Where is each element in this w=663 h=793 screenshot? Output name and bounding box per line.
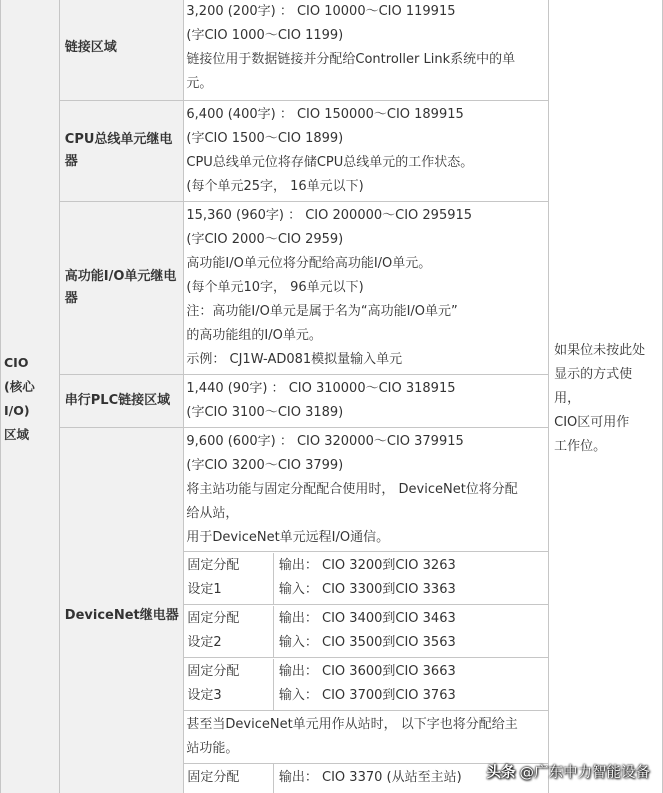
fixed-name-line: 设定2 — [187, 635, 222, 650]
content-line: (每个单元25字， 16单元以下) — [186, 179, 364, 194]
table-row — [1, 0, 663, 101]
fixed-io-line: 输出： CIO 3400到CIO 3463 — [278, 611, 456, 626]
watermark — [487, 761, 651, 782]
content-line: (字CIO 2000～CIO 2959) — [186, 232, 344, 247]
row-name: 串行PLC链接区域 — [59, 375, 184, 428]
fixed-name — [184, 553, 273, 604]
row-content — [184, 428, 549, 552]
fixed-io — [273, 659, 548, 710]
content-line: 甚至当DeviceNet单元用作从站时， 以下字也将分配给主 — [186, 717, 518, 732]
fixed-assignment-cell — [184, 605, 549, 658]
content-line: (字CIO 3200～CIO 3799) — [186, 457, 344, 473]
content-line: 将主站功能与固定分配配合使用时， DeviceNet位将分配 — [186, 481, 518, 497]
content-line: 元。 — [186, 75, 213, 91]
watermark-text: @广东中力智能设备 — [519, 765, 650, 781]
area-label-line: CIO — [4, 355, 29, 370]
content-line: 高功能I/O单元位将分配给高功能I/O单元。 — [186, 256, 432, 271]
row-content — [184, 202, 549, 375]
content-line: 链接位用于数据链接并分配给Controller Link系统中的单 — [186, 51, 516, 67]
fixed-name — [184, 764, 273, 793]
content-line: (字CIO 1000～CIO 1199) — [186, 27, 344, 43]
fixed-name-line: 固定分配 — [187, 611, 240, 626]
fixed-name-line: 固定分配 — [187, 558, 240, 573]
area-label-line: I/O) — [4, 403, 30, 418]
fixed-io-line: 输入： CIO 3300到CIO 3363 — [278, 582, 456, 597]
watermark-logo: 头条 — [486, 765, 516, 781]
note-line: 如果位未按此处 — [554, 343, 646, 358]
row-content — [184, 375, 549, 428]
content-line: CPU总线单元位将存储CPU总线单元的工作状态。 — [186, 155, 474, 170]
fixed-assignment-cell — [184, 552, 549, 605]
row-name: DeviceNet继电器 — [59, 428, 184, 793]
fixed-io-line: 输入： CIO 3500到CIO 3563 — [278, 635, 456, 650]
fixed-assignment-cell — [184, 658, 549, 711]
fixed-name — [184, 606, 273, 657]
note-line: 工作位。 — [554, 439, 607, 454]
content-line: (字CIO 1500～CIO 1899) — [186, 131, 344, 146]
content-line: 注：高功能I/O单元是属于名为“高功能I/O单元” — [186, 304, 458, 319]
fixed-name-line: 固定分配 — [187, 664, 240, 679]
content-line: 给从站， — [186, 505, 239, 521]
content-line: 3,200 (200字) ： CIO 10000～CIO 119915 — [186, 3, 456, 19]
content-line: (每个单元10字， 96单元以下) — [186, 280, 364, 295]
fixed-io-line: 输出： CIO 3370 (从站至主站) — [278, 770, 462, 785]
row-name: 链接区域 — [59, 0, 184, 101]
content-line: 站功能。 — [186, 741, 239, 756]
row-content — [184, 101, 549, 202]
note-line: 用， — [554, 391, 581, 406]
fixed-io — [273, 553, 548, 604]
fixed-io-line: 输出： CIO 3200到CIO 3263 — [278, 558, 456, 573]
fixed-name-line: 固定分配 — [187, 770, 240, 785]
content-line: 1,440 (90字) ： CIO 310000～CIO 318915 — [186, 381, 456, 396]
fixed-io — [273, 606, 548, 657]
row-name: 高功能I/O单元继电器 — [59, 202, 184, 375]
fixed-io-line: 输出： CIO 3600到CIO 3663 — [278, 664, 456, 679]
area-cell — [1, 0, 60, 793]
row-name: CPU总线单元继电器 — [59, 101, 184, 202]
content-line: 用于DeviceNet单元远程I/O通信。 — [186, 529, 390, 545]
note-line: 显示的方式使 — [554, 367, 633, 382]
content-line: 的高功能组的I/O单元。 — [186, 328, 322, 343]
content-line: 示例： CJ1W-AD081模拟量输入单元 — [186, 352, 403, 367]
content-line: 9,600 (600字) ： CIO 320000～CIO 379915 — [186, 433, 464, 449]
fixed-io-line: 输入： CIO 3700到CIO 3763 — [278, 688, 456, 703]
content-line: 6,400 (400字) ： CIO 150000～CIO 189915 — [186, 107, 464, 122]
row-content — [184, 0, 549, 101]
content-line: (字CIO 3100～CIO 3189) — [186, 405, 344, 420]
row-content — [184, 711, 549, 764]
fixed-name-line: 设定1 — [187, 582, 222, 597]
content-line: 15,360 (960字) ： CIO 200000～CIO 295915 — [186, 208, 473, 223]
area-label-line: (核心 — [4, 379, 35, 394]
area-label-line: 区域 — [4, 427, 30, 442]
fixed-name — [184, 659, 273, 710]
note-cell — [549, 0, 663, 793]
note-line: CIO区可用作 — [554, 415, 630, 430]
fixed-name-line: 设定3 — [187, 688, 222, 703]
